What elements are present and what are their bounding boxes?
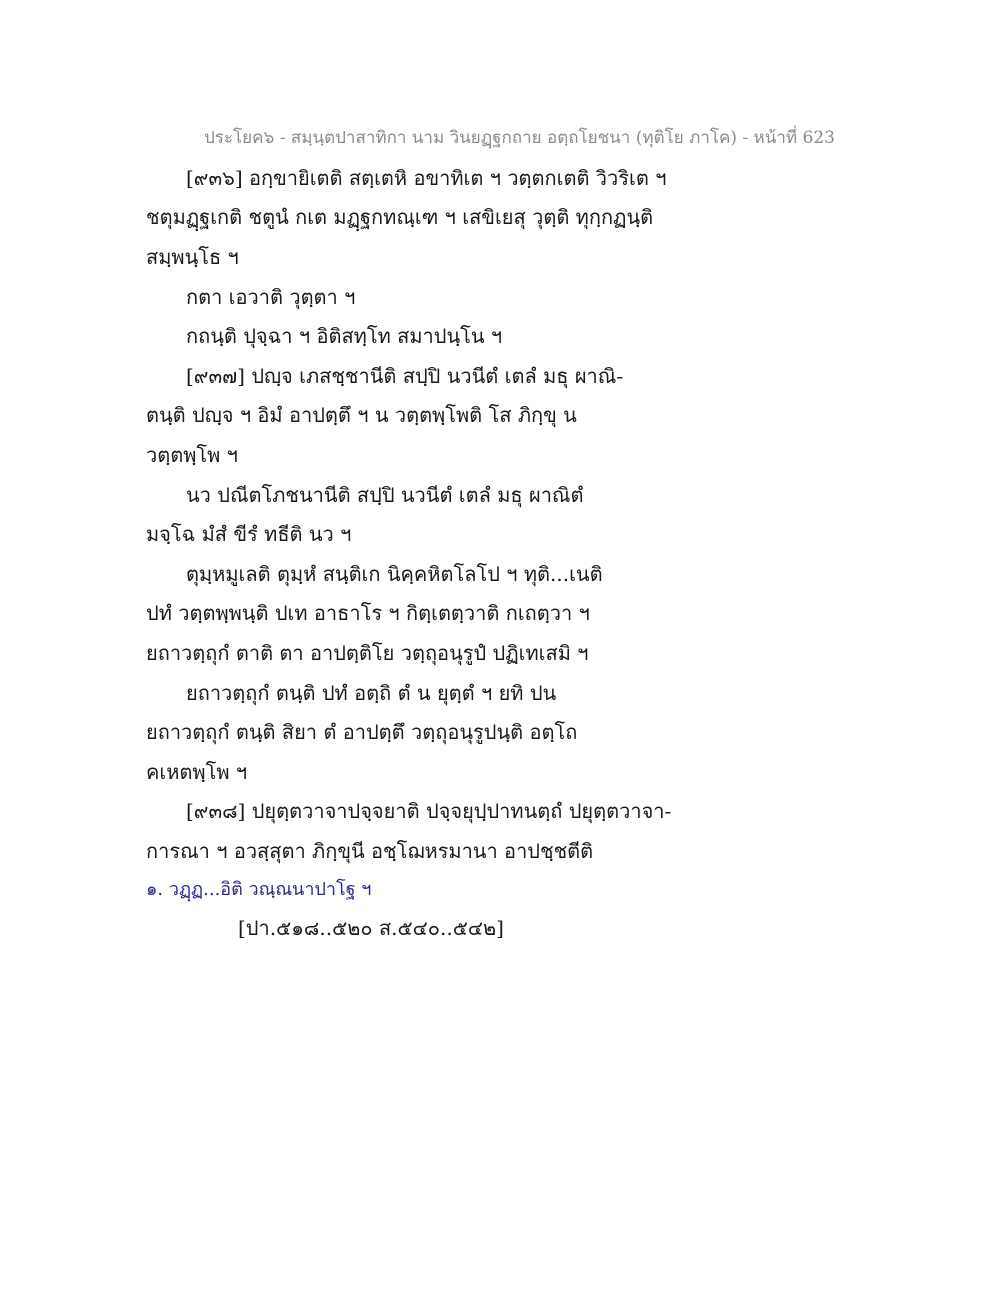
text-line: ยถาวตฺถุกํ ตาติ ตา อาปตฺติโย วตฺถุอนุรูปํ ปฏิเทเสมิ ฯ xyxy=(146,641,589,665)
footnote: ๑. วฏฺฏ...อิติ วณฺณนาปาโฐ ฯ xyxy=(146,879,372,900)
text-line: [๙๓๗] ปญฺจ เภสชฺชานีติ สปฺปิ นวนีตํ เตลํ มธุ ผาณิ- xyxy=(186,364,624,388)
text-line: ชตุมฏฺฐเกติ ชตูนํ กเต มฏฺฐกทณฺเฑ ฯ เสขิเยสุ วุตฺติ ทุกฺกฏนฺติ xyxy=(146,205,654,229)
text-line: นว ปณีตโภชนานีติ สปฺปิ นวนีตํ เตลํ มธุ ผาณิตํ xyxy=(186,483,584,507)
text-line: มจฺโฉ มํสํ ขีรํ ทธีติ นว ฯ xyxy=(146,522,352,546)
text-line: [๙๓๖] อกฺขายิเตติ สตฺเตหิ อขาทิเต ฯ วตฺตกเตติ วิวริเต ฯ xyxy=(186,166,667,190)
text-line: กตา เอวาติ วุตฺตา ฯ xyxy=(186,285,356,309)
page-header: ประโยค๖ - สมฺนฺตปาสาทิกา นาม วินยฏฺฐกถาย อตฺถโยชนา (ทุติโย ภาโค) - หน้าที่ 623 xyxy=(204,128,835,148)
text-line: คเหตพฺโพ ฯ xyxy=(146,760,248,784)
text-line: ปทํ วตฺตพฺพนฺติ ปเท อาธาโร ฯ กิตฺเตตฺวาติ กเถตฺวา ฯ xyxy=(146,601,590,625)
text-line: [๙๓๘] ปยุตฺตวาจาปจฺจยาติ ปจฺจยุปฺปาทนตฺถํ ปยุตฺตวาจา- xyxy=(186,799,672,823)
text-line: ตุมฺหมูเลติ ตุมฺหํ สนฺติเก นิคฺคหิตโลโป ฯ ทุติ...เนติ xyxy=(186,562,603,586)
text-line: สมฺพนฺโธ ฯ xyxy=(146,245,239,269)
text-line: ยถาวตฺถุกํ ตนฺติ ปทํ อตฺถิ ตํ น ยุตฺตํ ฯ ยทิ ปน xyxy=(186,681,557,705)
text-line: ตนฺติ ปญฺจ ฯ อิมํ อาปตฺตึ ฯ น วตฺตพฺโพติ โส ภิกฺขุ น xyxy=(146,403,577,427)
text-line: กถนฺติ ปุจฺฉา ฯ อิติสทฺโท สมาปนฺโน ฯ xyxy=(186,324,503,348)
text-line: ยถาวตฺถุกํ ตนฺติ สิยา ตํ อาปตฺตึ วตฺถุอนุรูปนฺติ อตฺโถ xyxy=(146,720,578,744)
page-reference: [ปา.๕๑๘..๕๒๐ ส.๕๔๐..๕๔๒] xyxy=(238,916,504,940)
text-line: การณา ฯ อวสฺสุตา ภิกฺขุนี อชฺโฌหรมานา อาปชฺชตีติ xyxy=(146,839,594,863)
text-line: วตฺตพฺโพ ฯ xyxy=(146,443,238,467)
